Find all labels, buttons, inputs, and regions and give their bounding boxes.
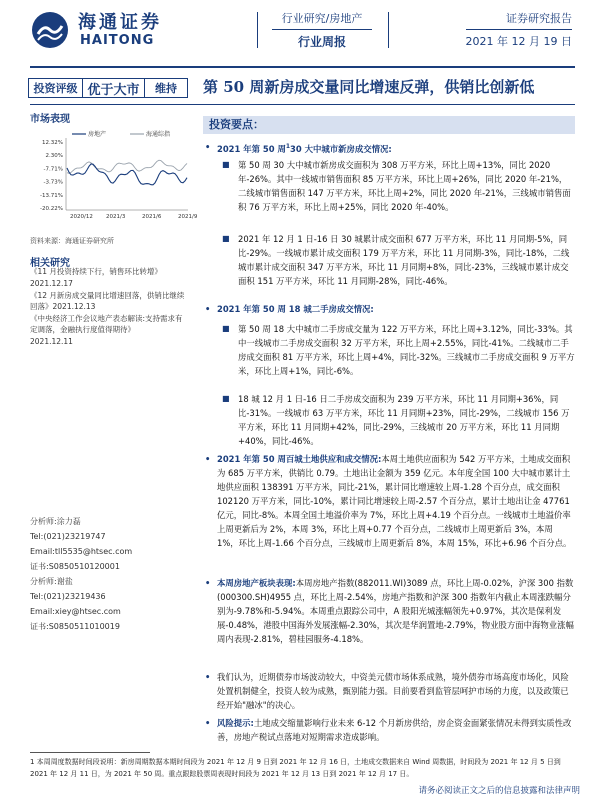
footnote-ref: 1 xyxy=(285,143,291,150)
analyst-tel: Tel:(021)23219436 xyxy=(30,592,106,601)
paragraph xyxy=(222,322,575,378)
y-tick-label: 2.30% xyxy=(45,153,63,160)
related-research-heading: 相关研究 xyxy=(30,258,70,269)
analyst-name: 分析师:谢盐 xyxy=(30,577,73,586)
section-risk xyxy=(205,716,575,744)
square-bullet-icon: ■ xyxy=(222,234,230,243)
report-title: 第 50 周新房成交量同比增速反弹，供销比创新低 xyxy=(203,78,535,96)
y-tick-label: -7.71% xyxy=(43,166,63,173)
chart-legend xyxy=(72,130,170,138)
related-item[interactable]: 《中央经济工作会议地产表态解读:支持需求有定调落，金融执行度值得期待》 xyxy=(30,314,183,334)
document-type: 证券研究报告 xyxy=(506,12,572,25)
rating-status: 维持 xyxy=(144,79,187,97)
x-tick-label: 2021/3 xyxy=(106,214,126,220)
square-bullet-icon: ■ xyxy=(222,160,230,169)
analyst-tel: Tel:(021)23219747 xyxy=(30,532,106,541)
bullet-icon: • xyxy=(205,142,211,152)
section-title: 本周房地产板块表现: xyxy=(217,578,296,588)
analyst-email[interactable]: Email:tll5535@htsec.com xyxy=(30,547,133,556)
section-title-part: 30 大中城市新房成交情况: xyxy=(290,143,392,154)
section-sector xyxy=(205,576,575,646)
related-item[interactable]: 《11 月投资持续下行，销售环比转增》 xyxy=(30,267,162,276)
paragraph-text: 我们认为，近期债券市场波动较大，中资美元债市场体系成熟，境外债券市场高度市场化，风险处置机制健全，投资人较为成熟，甄别能力强。目前要看到监管层呵护市场的力度，以及政策已经开始"融冰"的决心。 xyxy=(217,672,569,710)
y-axis-ticks xyxy=(40,140,63,212)
section-body xyxy=(217,716,575,744)
x-axis-ticks xyxy=(70,214,198,220)
y-tick-label: -20.22% xyxy=(40,206,63,212)
bullet-icon: • xyxy=(205,454,211,464)
bullet-icon: • xyxy=(205,304,211,314)
series-line-haitong-index xyxy=(67,160,187,173)
related-item-date: 2021.12.11 xyxy=(30,337,73,346)
x-tick-label: 2020/12 xyxy=(70,214,93,220)
footnote: 1 本周周度数据时间段说明：新房周期数据本期时间段为 2021 年 12 月 9 日到 2021 年 12 月 16 日，土地成交数据来自 Wind 周数据，时间段为 2021 年 12 月 5 日到 2021 年 12 月 11 日，为 2021 年 50 周。重点跟踪股票周表现时间段为 2021 年 12 月 13 日到 2021 年 12 月 17 日。 xyxy=(30,758,561,778)
logo-chinese-name: 海通证券 xyxy=(78,12,162,33)
square-bullet-icon: ■ xyxy=(222,394,230,403)
bullet-icon: • xyxy=(205,718,211,728)
series-line-real-estate xyxy=(67,164,187,185)
x-tick-label: 2021/9 xyxy=(178,214,198,220)
paragraph-text: 第 50 周 18 大中城市二手房成交量为 122 万平方米，环比上周+3.12%，同比-33%。其中一线城市二手房成交面积 32 万平方米，环比上周+2.55%，同比-41%。二线城市二手房成交面积 81 万平方米，环比上周+4%，同比-32%。三线城市二手房成交面积 9 万平方米，环比上周+1%，同比-6%。 xyxy=(238,324,575,376)
analyst-email[interactable]: Email:xiey@htsec.com xyxy=(30,607,121,616)
section-new-home xyxy=(205,140,575,156)
paragraph-text: 第 50 周 30 大中城市新房成交面积为 308 万平方米，环比上周+13%，同比 2020 年-26%。其中一线城市销售面积 85 万平方米，环比上周+26%，同比 2020 年-21%，二线城市销售面积 147 万平方米，环比上周+2%，同比 2020 年-21%，三线城市销售面积 76 万平方米，环比上周+25%，同比 2020 年-40%。 xyxy=(238,160,571,212)
header-divider xyxy=(257,12,258,48)
section-title-part: 2021 年第 50 周 xyxy=(217,143,286,154)
header-date-block xyxy=(466,10,572,53)
title-rule xyxy=(30,104,575,105)
header-rule xyxy=(272,29,372,30)
paragraph-text: 本周土地供应面积为 542 万平方米，土地成交面积为 685 万平方米，供销比 0.79。土地出让金额为 359 亿元。本年度全国 100 大中城市累计土地供应面积 138391 万平方米，同比-21%，累计同比增速较上周-1.28 个百分点，成交面积 102120 万平方米，同比-10%，累计同比增速较上周-2.57 个百分点，累计土地出让金 47761 亿元，同比-8%。本周全国土地溢价率为 7%，环比上周+4.19 个百分点。一线城市土地溢价率上周更新后为 2%，本周 3%，环比上周+0.77 个百分点，二线城市上周更新后 3%，本周 1%，环比上周-1.66 个百分点，三线城市上周更新后 8%，本周 15%，环比+6.96 个百分点。 xyxy=(217,454,572,548)
section-body xyxy=(217,576,575,646)
x-tick-label: 2021/6 xyxy=(142,214,162,220)
paragraph xyxy=(222,392,575,448)
chart-source: 资料来源：海通证券研究所 xyxy=(30,237,114,245)
related-item[interactable]: 《12 月新房成交量同比增速回落，供销比继续回落》2021.12.13 xyxy=(30,291,185,311)
header-divider xyxy=(388,12,389,48)
report-header xyxy=(0,0,600,60)
y-tick-label: -13.71% xyxy=(40,192,63,199)
section-body xyxy=(217,452,575,550)
related-item-date: 2021.12.17 xyxy=(30,279,73,288)
investment-rating-box xyxy=(28,78,188,98)
report-date: 2021 年 12 月 19 日 xyxy=(465,35,572,48)
bullet-icon: • xyxy=(205,672,211,682)
rating-label: 投资评级 xyxy=(29,79,82,97)
square-bullet-icon: ■ xyxy=(222,324,230,333)
market-performance-heading: 市场表现 xyxy=(30,114,70,125)
footnote-rule xyxy=(30,752,150,753)
section-title xyxy=(217,140,575,156)
legend-label-real-estate: 房地产 xyxy=(88,131,107,138)
bullet-icon: • xyxy=(205,578,211,588)
header-rule xyxy=(466,29,572,30)
section-title: 风险提示: xyxy=(217,718,254,728)
paragraph-text: 18 城 12 月 1 日-16 日二手房成交面积为 239 万平方米，环比 11 月同期+36%，同比-31%。一线城市 63 万平方米，环比 11 月同期+23%，同比-29%，二线城市 156 万平方米，环比 11 月同期+42%，同比-29%，三线城市 20 万平方米，环比 11 月同期+40%，同比-46%。 xyxy=(238,394,570,446)
section-title: 2021 年第 50 周 18 城二手房成交情况: xyxy=(217,304,374,314)
haitong-logo xyxy=(30,8,180,54)
analyst-cert: 证书:S0850510120001 xyxy=(30,562,120,571)
analyst-name: 分析师:涂力磊 xyxy=(30,517,81,526)
section-second-hand xyxy=(205,302,575,316)
report-category: 行业研究/房地产 xyxy=(281,12,363,25)
paragraph-text: 本周房地产指数(882011.WI)3089 点，环比上周-0.02%，沪深 300 指数(000300.SH)4955 点，环比上周-2.54%，房地产指数和沪深 300 指数年内截止本周涨跌幅分别为-9.78%和-5.94%。本周重点跟踪公司中，A 股阳光城涨幅领先+0.97%，其次是保利发展-0.48%，港股中国海外发展涨幅-2.30%，其次是华润置地-2.79%，物业股方面中海物业涨幅周内表现-2.81%，碧桂园服务-4.18%。 xyxy=(217,578,574,644)
related-research-list xyxy=(30,266,190,348)
paragraph xyxy=(222,232,575,288)
header-bottom-rule xyxy=(30,66,575,68)
section-view xyxy=(205,670,575,712)
y-tick-label: 12.32% xyxy=(42,140,63,146)
analyst-cert: 证书:S0850511010019 xyxy=(30,622,120,631)
key-points-heading: 投资要点： xyxy=(203,116,575,134)
market-performance-chart xyxy=(30,128,198,224)
paragraph xyxy=(222,158,575,214)
disclaimer-footer: 请务必阅读正文之后的信息披露和法律声明 xyxy=(418,786,580,796)
legend-label-haitong-index: 海通综指 xyxy=(146,131,171,138)
y-tick-label: -3.73% xyxy=(43,179,63,186)
section-title: 2021 年第 50 周百城土地供应和成交情况: xyxy=(217,454,382,464)
paragraph-text: 2021 年 12 月 1 日-16 日 30 城累计成交面积 677 万平方米，环比 11 月同期-5%，同比-29%。一线城市累计成交面积 179 万平方米，环比 11 月同期-3%，同比-18%，二线城市累计成交面积 347 万平方米，环比 11 月同期+8%，同比-23%，三线城市累计成交面积 151 万平方米，环比 11 月同期-28%，同比-46%。 xyxy=(238,234,570,286)
haitong-logo-icon xyxy=(30,10,70,50)
report-type: 行业周报 xyxy=(297,35,346,49)
analyst-info xyxy=(30,514,190,634)
section-land xyxy=(205,452,575,550)
header-category-block xyxy=(262,10,382,53)
logo-english-name: HAITONG xyxy=(80,33,155,48)
rating-value: 优于大市 xyxy=(82,79,144,97)
paragraph-text: 土地成交缩量影响行业未来 6-12 个月新房供给，房企资金面紧张情况未得到实质性改善，房地产税试点落地对短期需求造成影响。 xyxy=(217,718,572,742)
